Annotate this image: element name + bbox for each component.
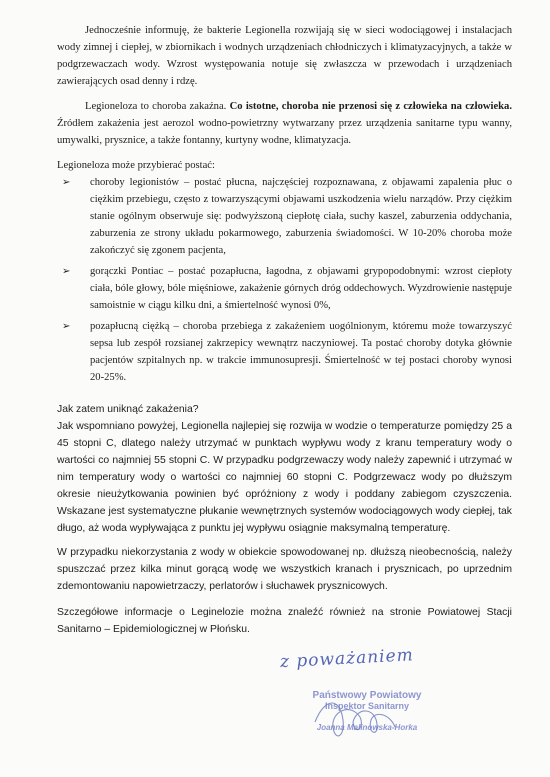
stamp-role-line: Inspektor Sanitarny [324,701,410,711]
paragraph-legionella-sources: Jednocześnie informuję, że bakterie Legionella rozwijają się w sieci wodociągowej i instalacjach wody zimnej i ciepłej, w zbiornikach i wodnych urządzeniach chłodniczych i klimatyzacyjnych, a także w podgrzewaczach wody. Wzrost występowania notuje się zwłaszcza w przewodach i urządzeniach zawierających osad denny i rdzę. [57,25,512,87]
arrow-bullet-icon: ➢ [62,321,71,332]
bullet-legionnaires: choroby legionistów – postać płucna, najczęściej rozpoznawana, z objawami zapalenia płuc o ciężkim przebiegu, często z towarzyszącymi objawami uszkodzenia wielu narządów. Przy ciężkim stanie ogólnym obserwuje się: podwyższoną ciepłotę ciała, suchy kaszel, zaburzenia oddychania, zaburzenia ze strony układu pokarmowego, zaburzenia świadomości. W 10-20% choroba może zakończyć się zgonem pacjenta, [90,177,512,256]
intro-bold-text: Co istotne, choroba nie przenosi się z człowieka na człowieka. [229,101,513,112]
intro-end-text: Źródłem zakażenia jest aerozol wodno-powietrzny wytwarzany przez urządzenia sanitarne typu wanny, umywalki, prysznice, a także fontanny, kurtyny wodne, klimatyzacja. [57,118,512,146]
handwritten-greeting: z poważaniem [279,645,415,673]
official-stamp [302,690,432,733]
paragraph-forms-heading: Legioneloza może przybierać postać: [57,160,215,171]
bullet-severe-extrapulmonary: pozapłucną ciężką – choroba przebiega z zakażeniem uogólnionym, któremu może towarzyszyć sepsa lub zespół rozsianej zakrzepicy wewnątrz naczyniowej. Ta postać choroby dotyka głównie pacjentów szpitalnych np. w trakcie immunosupresji. Śmiertelność w tej postaci choroby wynosi 20-25%. [90,321,512,383]
list-item [62,174,512,260]
paragraph-prevention: Jak wspomniano powyżej, Legionella najlepiej się rozwija w wodzie o temperaturze pomiędzy 25 a 45 stopni C, dlatego należy utrzymać w punktach wypływu wody z kranu temperatury wody o wartości co najmniej 55 stopni C. W przypadku podgrzewaczy wody należy zapewnić i utrzymać w nim temperatury wody o wartości co najmniej 60 stopni C. Podgrzewacz wody po dłuższym okresie nieużytkowania powinien być opróżniony z wody i poddany zabiegom czyszczenia. Wskazane jest systematyczne płukanie wewnętrznych systemów wodociągowych wody ciepłej, tak długo, aż woda wypływająca z punktu jej wypływu osiągnie maksymalną temperaturę. [57,421,512,534]
arrow-bullet-icon: ➢ [62,177,71,188]
stamp-name-line: Joanna Malinowska-Horka [316,723,418,732]
paragraph-absence: W przypadku niekorzystania z wody w obiekcie spowodowanej np. dłuższą nieobecnością, należy spuszczać przez kilka minut gorącą wodę we wszystkich kranach i prysznicach, po uprzednim zdemontowaniu napowietrzaczy, perlatorów i słuchawek prysznicowych. [57,547,512,592]
list-item [62,318,512,388]
arrow-bullet-icon: ➢ [62,266,71,277]
paragraph-more-info: Szczegółowe informacje o Leginelozie można znaleźć również na stronie Powiatowej Stacji Sanitarno – Epidemiologicznej w Płońsku. [57,607,512,635]
paragraph-legioneloza-intro [57,98,512,149]
bullet-pontiac: gorączki Pontiac – postać pozapłucna, łagodna, z objawami grypopodobnymi: wzrost ciepłoty ciała, bóle głowy, bóle mięśniowe, zakażenie górnych dróg oddechowych. Wyzdrowienie następuje samoistnie w ciągu kilku dni, a śmiertelność wynosi 0%, [90,266,512,311]
list-item [62,263,512,315]
intro-text: Legioneloza to choroba zakaźna. [85,101,230,112]
stamp-title-line: Państwowy Powiatowy [312,690,422,701]
question-heading: Jak zatem uniknąć zakażenia? [57,404,199,415]
